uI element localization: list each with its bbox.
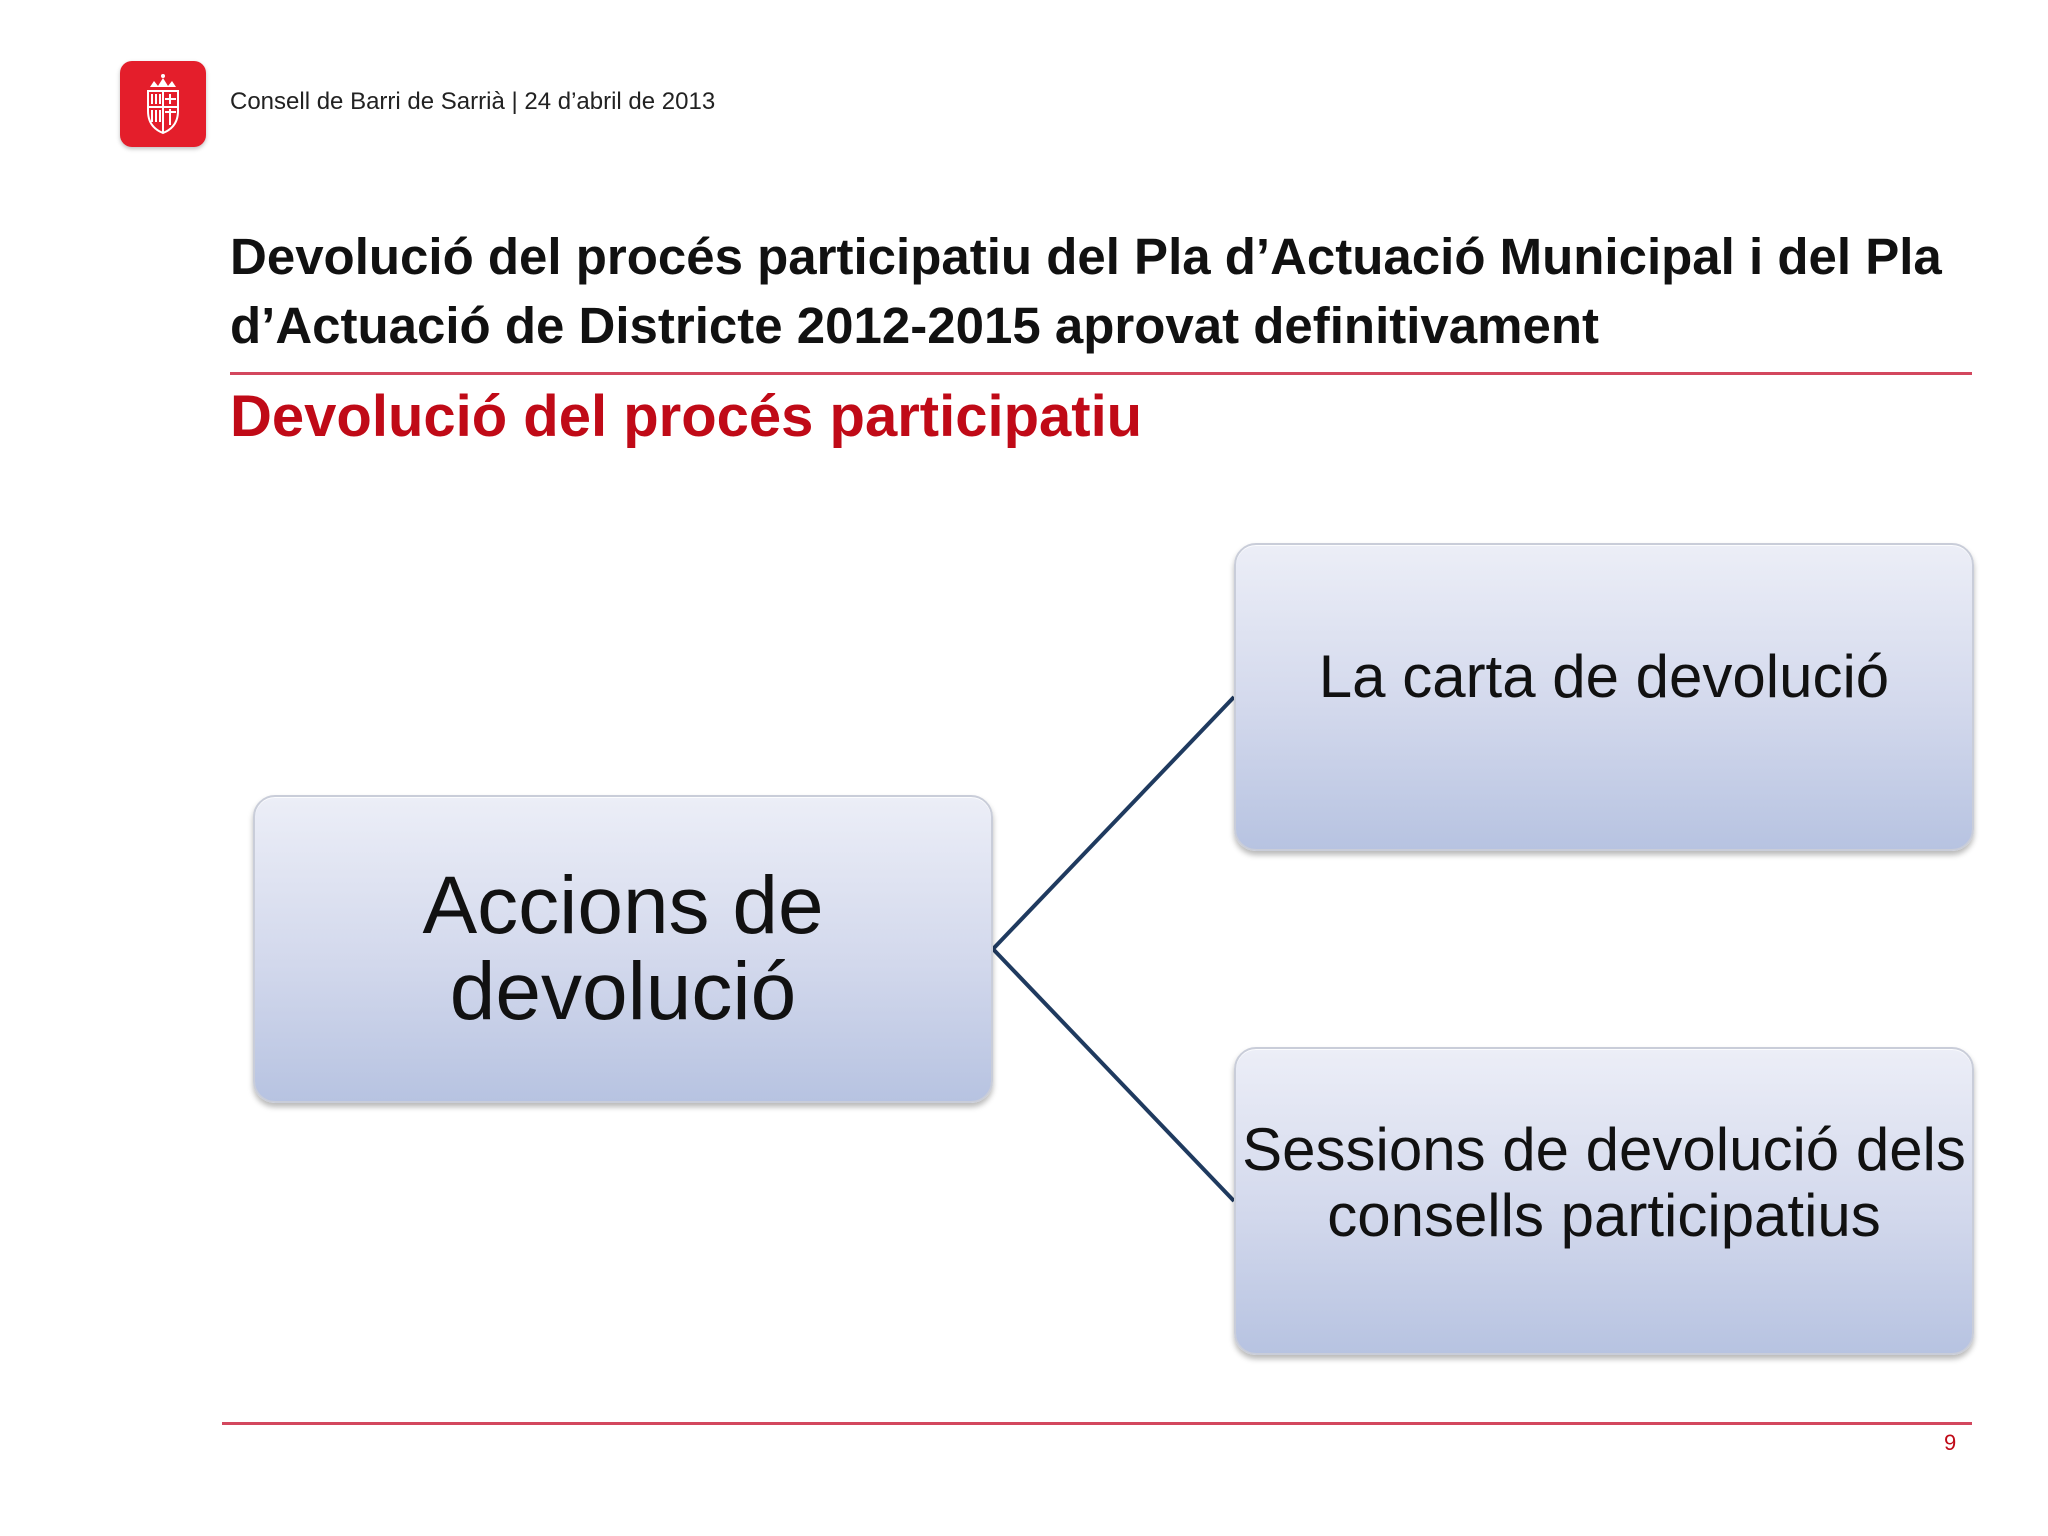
barcelona-logo-icon — [120, 61, 206, 147]
title-divider — [230, 372, 1972, 375]
node-carta-label: La carta de devolució — [1318, 643, 1890, 710]
diagram-node-root — [253, 795, 993, 1103]
header-meeting-info: Consell de Barri de Sarrià | 24 d’abril de 2013 — [230, 88, 716, 115]
connector-root-to-carta — [993, 697, 1234, 949]
page-number: 9 — [1944, 1430, 1957, 1455]
node-root-label: Accions de devolució — [422, 860, 824, 1037]
slide-title: Devolució del procés participatiu del Pla d’Actuació Municipal i del Pla d’Actuació de Districte 2012-2015 aprovat definitivament — [230, 228, 1942, 354]
diagram-node-carta — [1234, 543, 1974, 851]
node-sessions-label: Sessions de devolució dels consells participatius — [1242, 1116, 1966, 1249]
diagram-node-sessions — [1234, 1047, 1974, 1355]
footer-divider — [222, 1422, 1972, 1425]
section-subtitle: Devolució del procés participatiu — [230, 384, 1143, 449]
coat-of-arms-icon — [120, 61, 206, 147]
connector-root-to-sessions — [993, 949, 1234, 1201]
